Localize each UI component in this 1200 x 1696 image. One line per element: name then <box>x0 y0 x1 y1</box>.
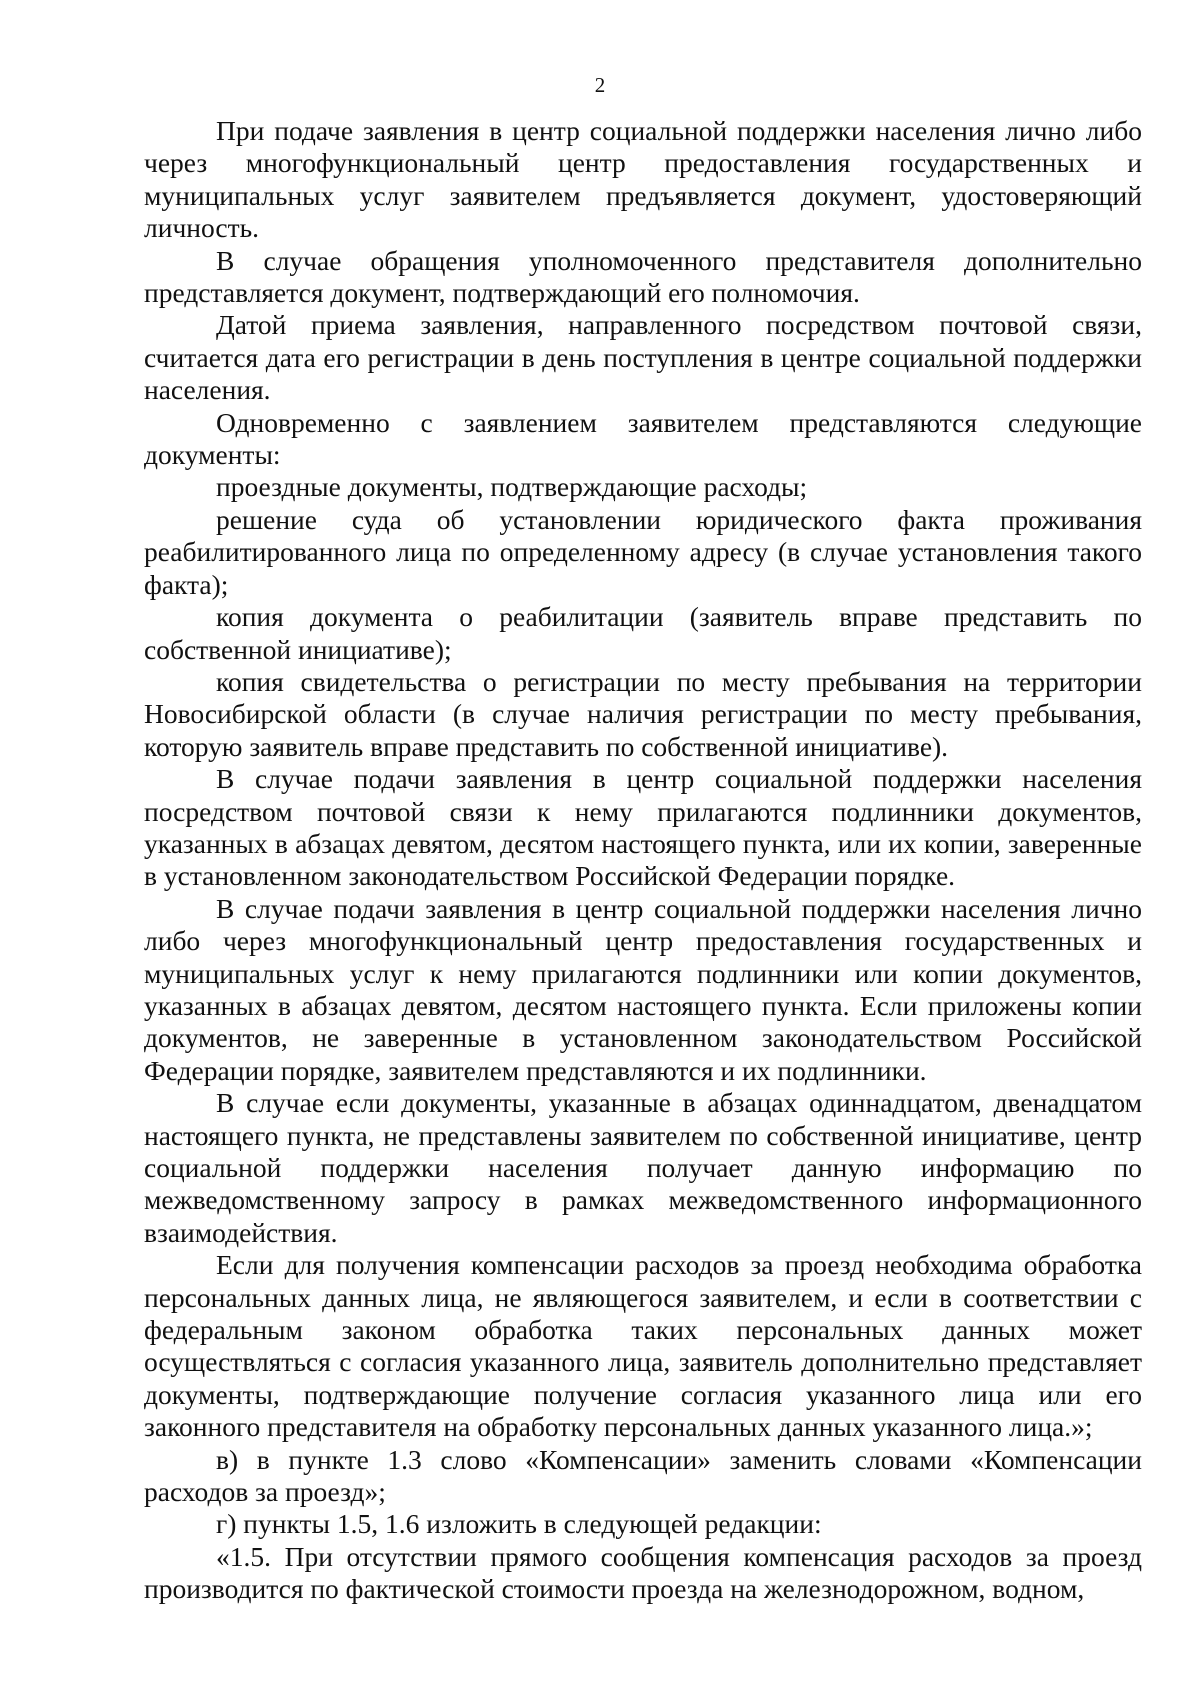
page-number: 2 <box>594 73 606 97</box>
document-body <box>144 115 1142 1606</box>
amendment-paragraph: в) в пункте 1.3 слово «Компенсации» заменить словами «Компенсации расходов за проезд»; <box>144 1443 1142 1508</box>
paragraph: В случае подачи заявления в центр социальной поддержки населения посредством почтовой связи к нему прилагаются подлинники документов, указанных в абзацах девятом, десятом настоящего пункта, или их копии, заверенные в установленном законодательством Российской Федерации порядке. <box>144 763 1142 892</box>
paragraph: Одновременно с заявлением заявителем представляются следующие документы: <box>144 406 1142 471</box>
paragraph: В случае обращения уполномоченного представителя дополнительно представляется документ, подтверждающий его полномочия. <box>144 244 1142 309</box>
amendment-paragraph: г) пункты 1.5, 1.6 изложить в следующей редакции: <box>216 1508 822 1540</box>
list-paragraph: решение суда об установлении юридического факта проживания реабилитированного лица по определенному адресу (в случае установления такого факта); <box>144 503 1142 600</box>
list-paragraph: проездные документы, подтверждающие расходы; <box>216 471 808 503</box>
paragraph: Если для получения компенсации расходов за проезд необходима обработка персональных данных лица, не являющегося заявителем, и если в соответствии с федеральным законом обработка таких персональных данных может осуществляться с согласия указанного лица, заявитель дополнительно представляет документы, подтверждающие получение согласия указанного лица или его законного представителя на обработку персональных данных указанного лица.»; <box>144 1249 1142 1443</box>
list-paragraph: копия свидетельства о регистрации по месту пребывания на территории Новосибирской области (в случае наличия регистрации по месту пребывания, которую заявитель вправе представить по собственной инициативе). <box>144 665 1142 762</box>
paragraph: Датой приема заявления, направленного посредством почтовой связи, считается дата его регистрации в день поступления в центре социальной поддержки населения. <box>144 309 1142 406</box>
list-paragraph: копия документа о реабилитации (заявитель вправе представить по собственной инициативе); <box>144 601 1142 665</box>
paragraph: В случае подачи заявления в центр социальной поддержки населения лично либо через многофункциональный центр предоставления государственных и муниципальных услуг к нему прилагаются подлинники или копии документов, указанных в абзацах девятом, десятом настоящего пункта. Если приложены копии документов, не заверенные в установленном законодательством Российской Федерации порядке, заявителем представляются и их подлинники. <box>144 892 1142 1086</box>
amendment-paragraph: «1.5. При отсутствии прямого сообщения компенсация расходов за проезд производится по фактической стоимости проезда на железнодорожном, водном, <box>144 1540 1142 1605</box>
paragraph: При подаче заявления в центр социальной поддержки населения лично либо через многофункциональный центр предоставления государственных и муниципальных услуг заявителем предъявляется документ, удостоверяющий личность. <box>144 115 1142 244</box>
paragraph: В случае если документы, указанные в абзацах одиннадцатом, двенадцатом настоящего пункта, не представлены заявителем по собственной инициативе, центр социальной поддержки населения получает данную информацию по межведомственному запросу в рамках межведомственного информационного взаимодействия. <box>144 1087 1142 1248</box>
